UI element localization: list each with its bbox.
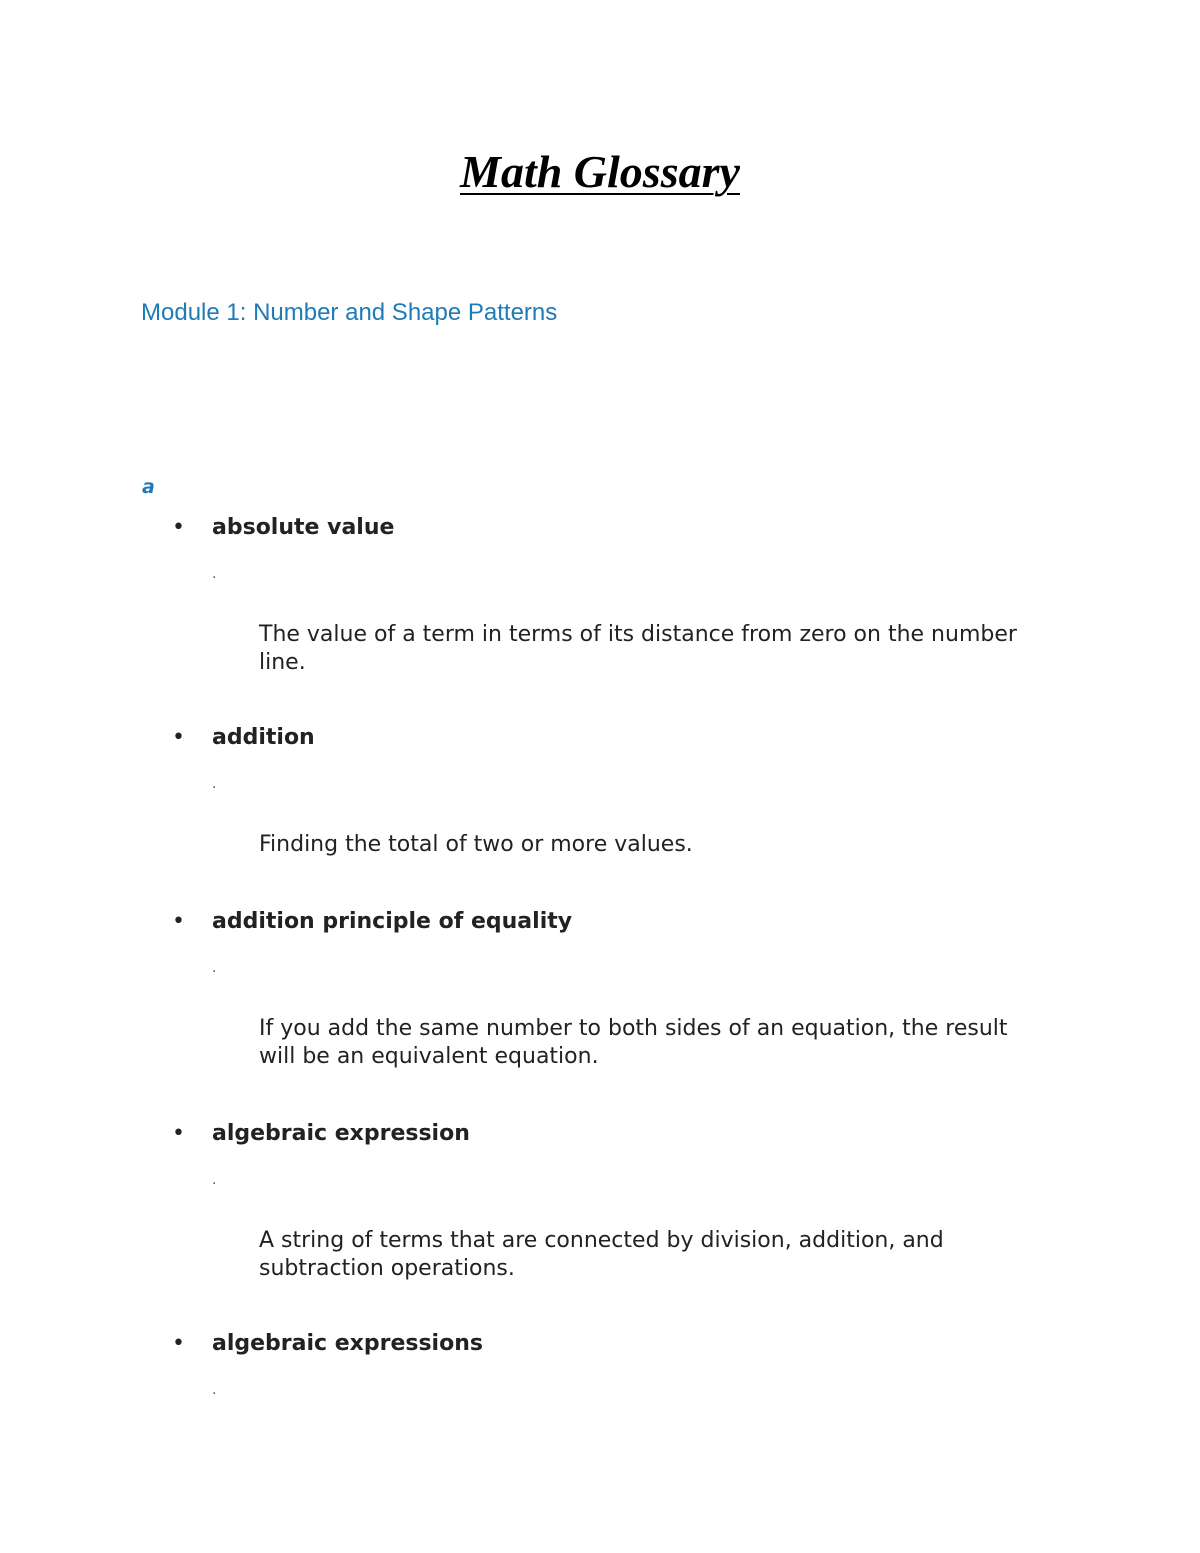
entry-separator: . — [212, 566, 217, 582]
bullet-icon: • — [172, 909, 185, 934]
bullet-icon: • — [172, 1331, 185, 1356]
glossary-term: algebraic expressions — [212, 1331, 483, 1356]
entry-separator: . — [212, 1172, 217, 1188]
entry-separator: . — [212, 960, 217, 976]
section-letter: a — [142, 476, 155, 498]
glossary-definition: The value of a term in terms of its distance from zero on the number line. — [259, 622, 1017, 675]
bullet-icon: • — [172, 1121, 185, 1146]
entry-separator: . — [212, 1382, 217, 1398]
glossary-definition: If you add the same number to both sides of an equation, the result will be an equivalent equation. — [259, 1016, 1008, 1069]
bullet-icon: • — [172, 515, 185, 540]
glossary-term: addition — [212, 725, 315, 750]
module-heading: Module 1: Number and Shape Patterns — [141, 299, 558, 326]
bullet-icon: • — [172, 725, 185, 750]
glossary-definition: A string of terms that are connected by division, addition, and subtraction operations. — [259, 1228, 944, 1281]
entry-separator: . — [212, 776, 217, 792]
glossary-term: algebraic expression — [212, 1121, 470, 1146]
glossary-term: addition principle of equality — [212, 909, 573, 934]
glossary-definition: Finding the total of two or more values. — [259, 832, 693, 857]
page-title: Math Glossary — [460, 146, 740, 197]
glossary-term: absolute value — [212, 515, 395, 540]
